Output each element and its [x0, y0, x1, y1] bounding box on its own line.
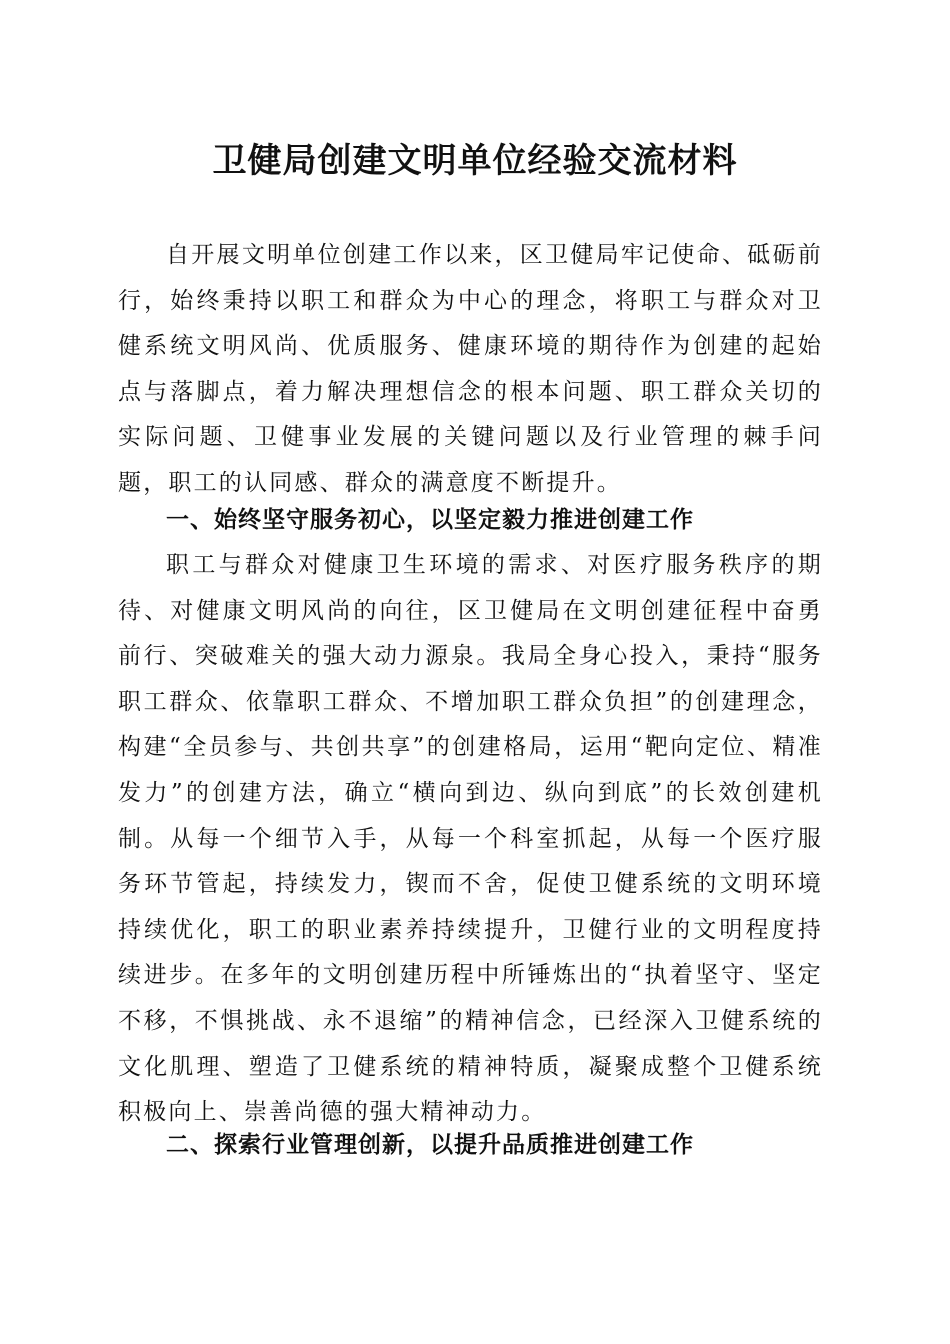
intro-paragraph: 自开展文明单位创建工作以来，区卫健局牢记使命、砥砺前行，始终秉持以职工和群众为中心的理念，将职工与群众对卫健系统文明风尚、优质服务、健康环境的期待作为创建的起始点与落脚点，着力解决理想信念的根本问题、职工群众关切的实际问题、卫健事业发展的关键问题以及行业管理的棘手问题，职工的认同感、群众的满意度不断提升。: [118, 242, 823, 496]
section-heading-1: 一、始终坚守服务初心，以坚定毅力推进创建工作: [166, 507, 694, 533]
section-1-paragraph: 职工与群众对健康卫生环境的需求、对医疗服务秩序的期待、对健康文明风尚的向往，区卫健局在文明创建征程中奋勇前行、突破难关的强大动力源泉。我局全身心投入，秉持“服务职工群众、依靠职工群众、不增加职工群众负担”的创建理念，构建“全员参与、共创共享”的创建格局，运用“靶向定位、精准发力”的创建方法，确立“横向到边、纵向到底”的长效创建机制。从每一个细节入手，从每一个科室抓起，从每一个医疗服务环节管起，持续发力，锲而不舍，促使卫健系统的文明环境持续优化，职工的职业素养持续提升，卫健行业的文明程度持续进步。在多年的文明创建历程中所锤炼出的“执着坚守、坚定不移，不惧挑战、永不退缩”的精神信念，已经深入卫健系统的文化肌理、塑造了卫健系统的精神特质，凝聚成整个卫健系统积极向上、崇善尚德的强大精神动力。: [118, 552, 823, 1126]
section-heading-2: 二、探索行业管理创新，以提升品质推进创建工作: [166, 1132, 694, 1158]
document-title: 卫健局创建文明单位经验交流材料: [212, 141, 738, 181]
